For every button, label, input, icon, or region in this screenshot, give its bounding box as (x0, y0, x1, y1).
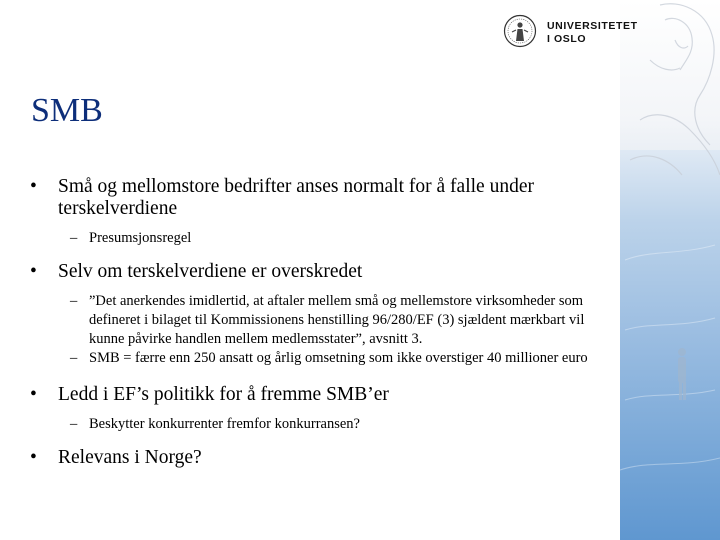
bullet-text: Små og mellomstore bedrifter anses normalt for å falle under terskelverdiene (58, 176, 534, 219)
sub-bullet-text: Beskytter konkurrenter fremfor konkurransen? (89, 416, 360, 432)
sculpture-illustration (620, 0, 720, 540)
sub-bullet-item (30, 415, 610, 434)
bullet-item (30, 176, 610, 220)
bullet-item (30, 261, 610, 283)
sub-bullet-item (30, 292, 610, 349)
bullet-text: Selv om terskelverdiene er overskredet (58, 261, 363, 282)
bullet-item (30, 384, 610, 406)
sub-bullet-text: SMB = færre enn 250 ansatt og årlig omsetning som ikke overstiger 40 millioner euro (89, 350, 588, 366)
bullet-marker: • (30, 384, 37, 405)
university-seal-icon (503, 14, 537, 48)
bullet-text: Relevans i Norge? (58, 447, 202, 468)
dash-marker: – (70, 230, 78, 246)
logo-text-line2: I OSLO (547, 33, 587, 45)
slide-title: SMB (31, 92, 103, 129)
logo-text-line1: UNIVERSITETET (547, 20, 638, 32)
dash-marker: – (70, 293, 78, 309)
sub-bullet-text: ”Det anerkendes imidlertid, at aftaler mellem små og mellemstore virksomheder som defineret i bilaget til Kommissionens henstilling 96/280/EF (3) sjældent mærkbart vil kunne påvirke handlen mellem medlemsstater”, avsnitt 3. (89, 293, 585, 347)
sub-bullet-text: Presumsjonsregel (89, 230, 192, 246)
slide-content (30, 176, 610, 469)
dash-marker: – (70, 416, 78, 432)
decorative-side-strip (620, 0, 720, 540)
bullet-marker: • (30, 176, 37, 197)
dash-marker: – (70, 350, 78, 366)
sub-bullet-item (30, 349, 610, 368)
bullet-marker: • (30, 261, 37, 282)
bullet-text: Ledd i EF’s politikk for å fremme SMB’er (58, 384, 389, 405)
bullet-marker: • (30, 447, 37, 468)
sub-bullet-item (30, 229, 610, 248)
university-logo (503, 14, 638, 50)
bullet-item (30, 447, 610, 469)
